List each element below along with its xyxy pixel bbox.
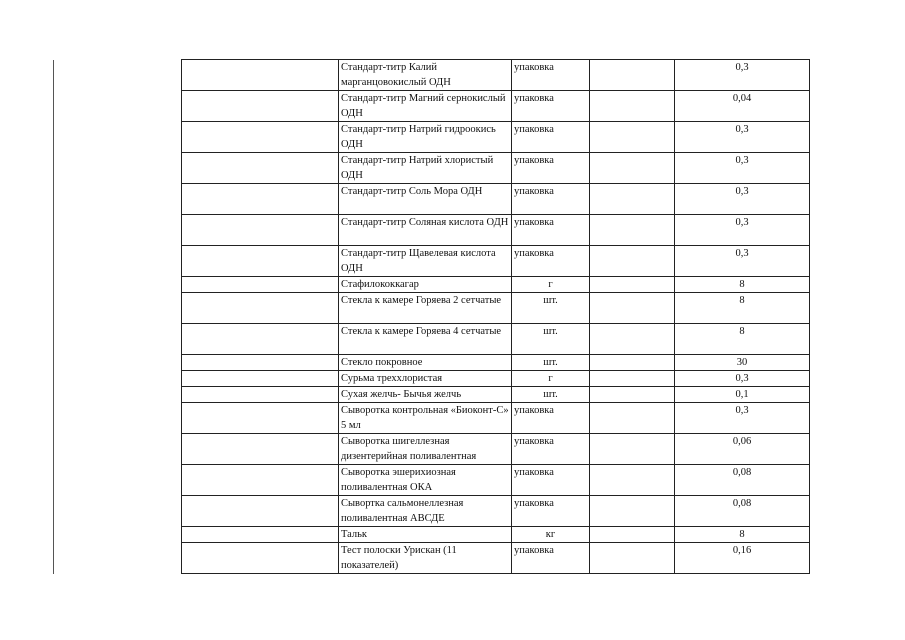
- table-row: [182, 403, 810, 434]
- quantity-cell: 8: [675, 293, 810, 324]
- reagents-table-body: [182, 60, 810, 574]
- item-name-cell: Стекла к камере Горяева 2 сетчатые: [339, 293, 512, 324]
- unit-cell: упаковка: [512, 153, 590, 184]
- quantity-cell: 8: [675, 527, 810, 543]
- table-row: [182, 215, 810, 246]
- row-empty-cell: [590, 324, 675, 355]
- item-name-cell: Стандарт-титр Щавелевая кислота ОДН: [339, 246, 512, 277]
- table-row: [182, 434, 810, 465]
- table-row: [182, 465, 810, 496]
- unit-cell: шт.: [512, 387, 590, 403]
- table-row: [182, 122, 810, 153]
- unit-cell: упаковка: [512, 122, 590, 153]
- page-margin-line: [53, 60, 54, 574]
- row-empty-cell: [590, 60, 675, 91]
- row-empty-cell: [590, 215, 675, 246]
- unit-cell: г: [512, 371, 590, 387]
- quantity-cell: 0,3: [675, 122, 810, 153]
- item-name-cell: Стекла к камере Горяева 4 сетчатые: [339, 324, 512, 355]
- table-row: [182, 246, 810, 277]
- row-empty-cell: [590, 465, 675, 496]
- row-blank-cell: [182, 465, 339, 496]
- unit-cell: шт.: [512, 324, 590, 355]
- quantity-cell: 0,3: [675, 371, 810, 387]
- table-row: [182, 293, 810, 324]
- table-row: [182, 543, 810, 574]
- unit-cell: упаковка: [512, 496, 590, 527]
- row-blank-cell: [182, 215, 339, 246]
- row-blank-cell: [182, 153, 339, 184]
- row-empty-cell: [590, 387, 675, 403]
- quantity-cell: 30: [675, 355, 810, 371]
- row-empty-cell: [590, 184, 675, 215]
- unit-cell: шт.: [512, 355, 590, 371]
- row-blank-cell: [182, 91, 339, 122]
- item-name-cell: Тест полоски Урискан (11 показателей): [339, 543, 512, 574]
- quantity-cell: 0,3: [675, 60, 810, 91]
- row-blank-cell: [182, 60, 339, 91]
- unit-cell: упаковка: [512, 465, 590, 496]
- row-blank-cell: [182, 527, 339, 543]
- row-blank-cell: [182, 324, 339, 355]
- quantity-cell: 0,08: [675, 465, 810, 496]
- item-name-cell: Стандарт-титр Магний сернокислый ОДН: [339, 91, 512, 122]
- item-name-cell: Стандарт-титр Натрий хлористый ОДН: [339, 153, 512, 184]
- item-name-cell: Сухая желчь- Бычья желчь: [339, 387, 512, 403]
- item-name-cell: Стафилококкагар: [339, 277, 512, 293]
- table-row: [182, 371, 810, 387]
- row-blank-cell: [182, 387, 339, 403]
- row-blank-cell: [182, 122, 339, 153]
- unit-cell: упаковка: [512, 60, 590, 91]
- quantity-cell: 0,3: [675, 246, 810, 277]
- table-row: [182, 496, 810, 527]
- row-empty-cell: [590, 91, 675, 122]
- row-blank-cell: [182, 355, 339, 371]
- quantity-cell: 0,1: [675, 387, 810, 403]
- unit-cell: упаковка: [512, 403, 590, 434]
- table-row: [182, 355, 810, 371]
- item-name-cell: Стандарт-титр Калий марганцовокислый ОДН: [339, 60, 512, 91]
- unit-cell: упаковка: [512, 246, 590, 277]
- quantity-cell: 0,06: [675, 434, 810, 465]
- row-blank-cell: [182, 543, 339, 574]
- quantity-cell: 8: [675, 277, 810, 293]
- row-blank-cell: [182, 496, 339, 527]
- row-blank-cell: [182, 371, 339, 387]
- quantity-cell: 8: [675, 324, 810, 355]
- unit-cell: шт.: [512, 293, 590, 324]
- row-empty-cell: [590, 371, 675, 387]
- row-blank-cell: [182, 293, 339, 324]
- quantity-cell: 0,08: [675, 496, 810, 527]
- row-empty-cell: [590, 153, 675, 184]
- table-row: [182, 324, 810, 355]
- item-name-cell: Стандарт-титр Натрий гидроокись ОДН: [339, 122, 512, 153]
- row-blank-cell: [182, 403, 339, 434]
- unit-cell: г: [512, 277, 590, 293]
- item-name-cell: Сыворотка эшерихиозная поливалентная ОКА: [339, 465, 512, 496]
- quantity-cell: 0,16: [675, 543, 810, 574]
- item-name-cell: Стекло покровное: [339, 355, 512, 371]
- item-name-cell: Сывортка сальмонеллезная поливалентная АВСДЕ: [339, 496, 512, 527]
- quantity-cell: 0,3: [675, 403, 810, 434]
- row-empty-cell: [590, 543, 675, 574]
- row-blank-cell: [182, 246, 339, 277]
- unit-cell: упаковка: [512, 215, 590, 246]
- row-blank-cell: [182, 184, 339, 215]
- row-blank-cell: [182, 434, 339, 465]
- row-blank-cell: [182, 277, 339, 293]
- unit-cell: упаковка: [512, 434, 590, 465]
- row-empty-cell: [590, 355, 675, 371]
- quantity-cell: 0,3: [675, 215, 810, 246]
- item-name-cell: Сыворотка контрольная «Биоконт-С» 5 мл: [339, 403, 512, 434]
- table-row: [182, 277, 810, 293]
- table-row: [182, 153, 810, 184]
- item-name-cell: Стандарт-титр Соляная кислота ОДН: [339, 215, 512, 246]
- quantity-cell: 0,04: [675, 91, 810, 122]
- row-empty-cell: [590, 246, 675, 277]
- item-name-cell: Тальк: [339, 527, 512, 543]
- item-name-cell: Стандарт-титр Соль Мора ОДН: [339, 184, 512, 215]
- unit-cell: кг: [512, 527, 590, 543]
- row-empty-cell: [590, 277, 675, 293]
- table-row: [182, 387, 810, 403]
- table-row: [182, 60, 810, 91]
- quantity-cell: 0,3: [675, 184, 810, 215]
- unit-cell: упаковка: [512, 184, 590, 215]
- item-name-cell: Сурьма треххлористая: [339, 371, 512, 387]
- reagents-table: [181, 59, 810, 574]
- row-empty-cell: [590, 496, 675, 527]
- table-row: [182, 527, 810, 543]
- table-row: [182, 184, 810, 215]
- row-empty-cell: [590, 122, 675, 153]
- table-row: [182, 91, 810, 122]
- quantity-cell: 0,3: [675, 153, 810, 184]
- unit-cell: упаковка: [512, 91, 590, 122]
- row-empty-cell: [590, 434, 675, 465]
- unit-cell: упаковка: [512, 543, 590, 574]
- row-empty-cell: [590, 403, 675, 434]
- item-name-cell: Сыворотка шигеллезная дизентерийная поливалентная: [339, 434, 512, 465]
- row-empty-cell: [590, 527, 675, 543]
- row-empty-cell: [590, 293, 675, 324]
